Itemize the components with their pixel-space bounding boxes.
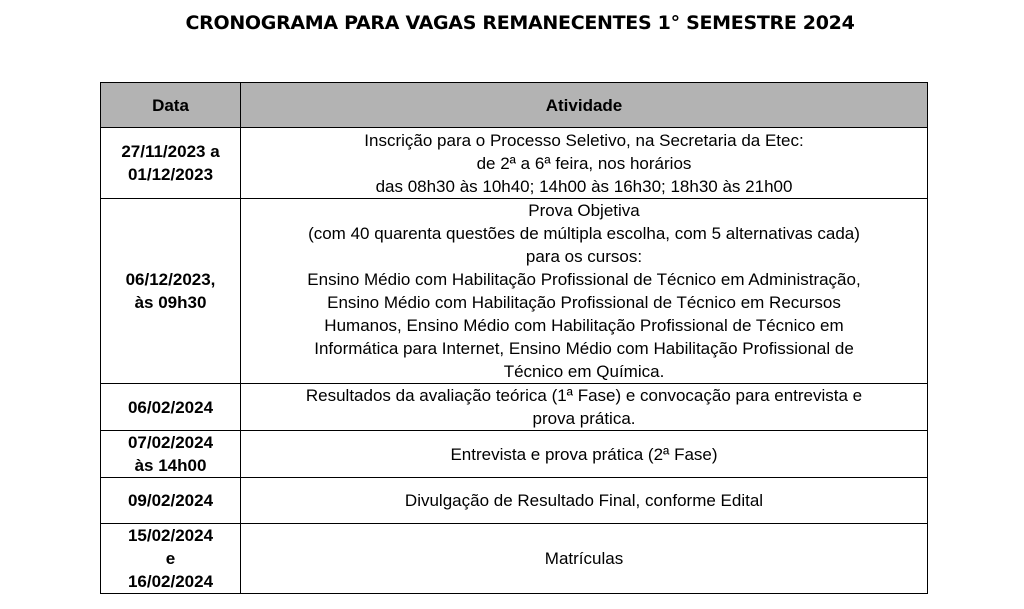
table-row [101, 199, 928, 384]
row-date: 15/02/2024 e 16/02/2024 [101, 524, 241, 594]
row-date: 06/12/2023, às 09h30 [101, 199, 241, 384]
header-activity: Atividade [241, 83, 928, 128]
row-date: 27/11/2023 a 01/12/2023 [101, 128, 241, 199]
row-date: 09/02/2024 [101, 478, 241, 524]
row-activity: Prova Objetiva (com 40 quarenta questões de múltipla escolha, com 5 alternativas cada) para os cursos: Ensino Médio com Habilitação Profissional de Técnico em Administração, Ensino Médio com Habilitação Profissional de Técnico em Recursos Humanos, Ensino Médio com Habilitação Profissional de Técnico em Informática para Internet, Ensino Médio com Habilitação Profissional de Técnico em Química. [241, 199, 928, 384]
page-title: CRONOGRAMA PARA VAGAS REMANECENTES 1° SEMESTRE 2024 [185, 12, 855, 34]
row-activity: Matrículas [241, 524, 928, 594]
table-row [101, 431, 928, 478]
table-row [101, 478, 928, 524]
row-activity: Inscrição para o Processo Seletivo, na Secretaria da Etec: de 2ª a 6ª feira, nos horários das 08h30 às 10h40; 14h00 às 16h30; 18h30 às 21h00 [241, 128, 928, 199]
table-header-row [101, 83, 928, 128]
schedule-table [100, 82, 928, 594]
row-activity: Resultados da avaliação teórica (1ª Fase) e convocação para entrevista e prova prática. [241, 384, 928, 431]
row-activity: Divulgação de Resultado Final, conforme Edital [241, 478, 928, 524]
table-row [101, 128, 928, 199]
row-date: 06/02/2024 [101, 384, 241, 431]
row-date: 07/02/2024 às 14h00 [101, 431, 241, 478]
table-row [101, 524, 928, 594]
table-row [101, 384, 928, 431]
header-date: Data [101, 83, 241, 128]
row-activity: Entrevista e prova prática (2ª Fase) [241, 431, 928, 478]
